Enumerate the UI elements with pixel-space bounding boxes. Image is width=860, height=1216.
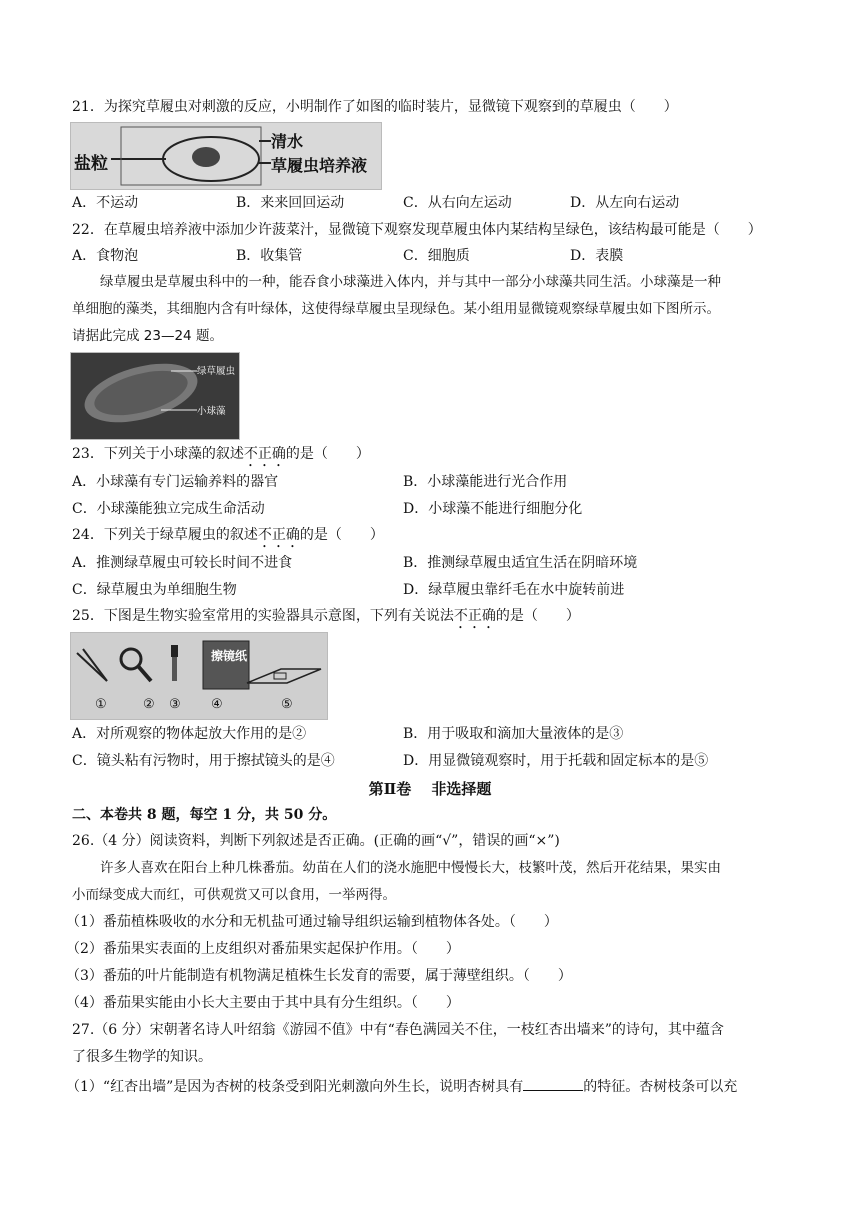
culture-label: 草履虫培养液 <box>271 156 368 175</box>
q21-option-d: D．从左向右运动 <box>570 195 680 211</box>
q24-stem-b: 的是（ ） <box>299 527 384 543</box>
q26-item-2: （2）番茄果实表面的上皮组织对番茄果实起保护作用。（ ） <box>66 941 460 957</box>
tool-number-4: ④ <box>211 697 223 712</box>
q23-option-b: B．小球藻能进行光合作用 <box>403 474 568 490</box>
q26-item-4: （4）番茄果实能由小长大主要由于其中具有分生组织。（ ） <box>66 995 460 1011</box>
q22-option-b: B．收集管 <box>236 248 303 264</box>
paramecium-figure <box>70 352 240 440</box>
tool-number-1: ① <box>95 697 107 712</box>
part2-title: 第Ⅱ卷 非选择题 <box>368 780 492 798</box>
q25-stem-a: 25．下图是生物实验室常用的实验器具示意图，下列有关说法 <box>72 608 454 624</box>
q24-option-a: A．推测绿草履虫可较长时间不进食 <box>72 555 293 571</box>
q27-item-1 <box>66 1076 737 1097</box>
q24-stem-a: 24．下列关于绿草履虫的叙述 <box>72 527 258 543</box>
tool-number-3: ③ <box>169 697 181 712</box>
q24-stem-emphasis: 不正确 <box>257 527 300 543</box>
q21-figure <box>70 122 382 190</box>
q26-stem: 26.（4 分）阅读资料，判断下列叙述是否正确。(正确的画“√”，错误的画“×”) <box>72 833 560 849</box>
q23-option-d: D．小球藻不能进行细胞分化 <box>403 501 583 517</box>
q27-item-1-a: （1）“红杏出墙”是因为杏树的枝条受到阳光刺激向外生长，说明杏树具有 <box>66 1079 524 1095</box>
passage-line-3: 请据此完成 23—24 题。 <box>72 328 223 344</box>
section-heading: 二、本卷共 8 题，每空 1 分，共 50 分。 <box>72 807 337 823</box>
q21-stem: 21．为探究草履虫对刺激的反应，小明制作了如图的临时装片，显微镜下观察到的草履虫（ ） <box>72 99 678 115</box>
q24-option-b: B．推测绿草履虫适宜生活在阴暗环境 <box>403 555 638 571</box>
q24-stem <box>72 525 384 551</box>
q25-stem-b: 的是（ ） <box>495 608 580 624</box>
q23-option-c: C．小球藻能独立完成生命活动 <box>72 501 265 517</box>
q24-option-c: C．绿草履虫为单细胞生物 <box>72 582 237 598</box>
q25-stem-emphasis: 不正确 <box>453 608 496 624</box>
q23-stem-b: 的是（ ） <box>285 446 370 462</box>
q25-option-b: B．用于吸取和滴加大量液体的是③ <box>403 726 624 742</box>
q25-option-c: C．镜头粘有污物时，用于擦拭镜头的是④ <box>72 753 335 769</box>
q22-option-c: C．细胞质 <box>403 248 470 264</box>
tool-number-5: ⑤ <box>281 697 293 712</box>
q25-option-d: D．用显微镜观察时，用于托载和固定标本的是⑤ <box>403 753 709 769</box>
q27-stem-2: 了很多生物学的知识。 <box>72 1049 212 1065</box>
answer-blank[interactable] <box>523 1076 583 1091</box>
lens-paper-label: 擦镜纸 <box>211 649 248 663</box>
q24-option-d: D．绿草履虫靠纤毛在水中旋转前进 <box>403 582 625 598</box>
q23-stem-emphasis: 不正确 <box>243 446 286 462</box>
q26-item-3: （3）番茄的叶片能制造有机物满足植株生长发育的需要，属于薄壁组织。（ ） <box>66 968 572 984</box>
q23-option-a: A．小球藻有专门运输养料的器官 <box>72 474 279 490</box>
salt-label: 盐粒 <box>74 154 108 174</box>
q23-stem-a: 23．下列关于小球藻的叙述 <box>72 446 244 462</box>
q26-item-1: （1）番茄植株吸收的水分和无机盐可通过输导组织运输到植物体各处。（ ） <box>66 914 558 930</box>
q25-option-a: A．对所观察的物体起放大作用的是② <box>72 726 307 742</box>
lab-tools-figure <box>70 632 328 720</box>
q25-stem <box>72 606 580 632</box>
passage-line-1: 绿草履虫是草履虫科中的一种，能吞食小球藻进入体内，并与其中一部分小球藻共同生活。小球藻是一种 <box>100 274 721 290</box>
q27-item-1-b: 的特征。杏树枝条可以充 <box>583 1079 738 1095</box>
q21-option-c: C．从右向左运动 <box>403 195 512 211</box>
q22-option-d: D．表膜 <box>570 248 624 264</box>
q27-stem-1: 27.（6 分）宋朝著名诗人叶绍翁《游园不值》中有“春色满园关不住，一枝红杏出墙来”的诗句，其中蕴含 <box>72 1022 724 1038</box>
chlorella-label: 小球藻 <box>197 403 226 417</box>
passage-line-2: 单细胞的藻类，其细胞内含有叶绿体，这使得绿草履虫呈现绿色。某小组用显微镜观察绿草履虫如下图所示。 <box>72 301 720 317</box>
q21-option-a: A．不运动 <box>72 195 139 211</box>
water-label: 清水 <box>271 132 304 151</box>
q22-stem: 22．在草履虫培养液中添加少许菠菜汁，显微镜下观察发现草履虫体内某结构呈绿色，该结构最可能是（ ） <box>72 222 762 238</box>
q21-option-b: B．来来回回运动 <box>236 195 345 211</box>
q23-stem <box>72 444 370 470</box>
q22-option-a: A．食物泡 <box>72 248 139 264</box>
green-paramecium-label: 绿草履虫 <box>197 363 235 377</box>
q26-passage-2: 小而绿变成大而红，可供观赏又可以食用，一举两得。 <box>72 887 396 903</box>
tool-number-2: ② <box>143 697 155 712</box>
q26-passage-1: 许多人喜欢在阳台上种几株番茄。幼苗在人们的浇水施肥中慢慢长大，枝繁叶茂，然后开花结果，果实由 <box>100 860 721 876</box>
